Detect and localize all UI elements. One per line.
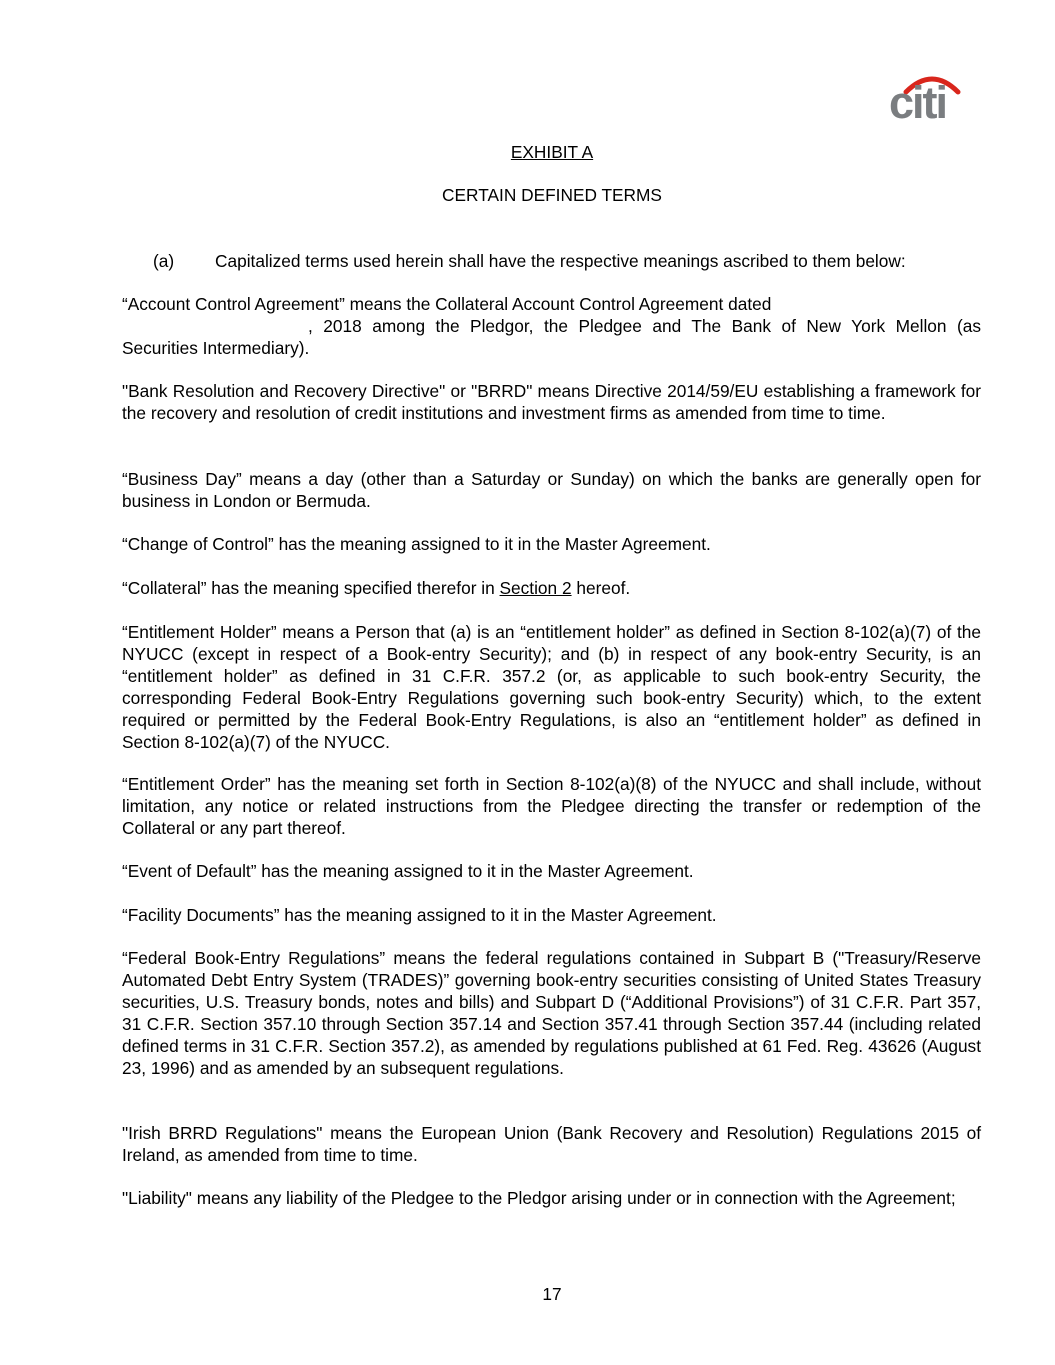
def-change-of-control: “Change of Control” has the meaning assigned to it in the Master Agreement. — [122, 534, 711, 554]
def-account-control-line3: Securities Intermediary). — [122, 338, 310, 358]
def-collateral-text: “Collateral” has the meaning specified therefor in — [122, 578, 500, 598]
document-subtitle: CERTAIN DEFINED TERMS — [442, 185, 662, 205]
section-2-reference: Section 2 — [499, 578, 572, 598]
def-collateral — [122, 577, 981, 599]
citi-logo — [886, 70, 962, 122]
intro-marker: (a) — [153, 251, 175, 271]
def-entitlement-holder: “Entitlement Holder” means a Person that (a) is an “entitlement holder” as defined in Section 8-102(a)(7) of the NYUCC (except in respect of a Book-entry Security); and (b) in respect of any book-entry Security, is an “entitlement holder” as defined in 31 C.F.R. 357.2 (or, as applicable to such book-entry Security, the corresponding Federal Book-Entry Regulations governing such book-entry Security) which, to the extent required or permitted by the Federal Book-Entry Regulations, is also an “entitlement holder” as defined in Section 8-102(a)(7) of the NYUCC. — [122, 622, 981, 752]
def-facility-documents: “Facility Documents” has the meaning assigned to it in the Master Agreement. — [122, 905, 717, 925]
def-irish-brrd-regulations: "Irish BRRD Regulations" means the European Union (Bank Recovery and Resolution) Regulations 2015 of Ireland, as amended from time to time. — [122, 1123, 981, 1165]
intro-text: Capitalized terms used herein shall have the respective meanings ascribed to them below: — [215, 251, 906, 271]
def-collateral-suffix: hereof. — [571, 578, 631, 598]
def-event-of-default: “Event of Default” has the meaning assigned to it in the Master Agreement. — [122, 861, 694, 881]
def-account-control-agreement — [122, 293, 981, 359]
page-number: 17 — [542, 1284, 562, 1304]
def-brrd: "Bank Resolution and Recovery Directive" or "BRRD" means Directive 2014/59/EU establishing a framework for the recovery and resolution of credit institutions and investment firms as amended from time to time. — [122, 381, 981, 423]
def-account-control-line2-wrap — [122, 315, 981, 337]
def-business-day: “Business Day” means a day (other than a Saturday or Sunday) on which the banks are generally open for business in London or Bermuda. — [122, 469, 981, 511]
def-entitlement-order: “Entitlement Order” has the meaning set forth in Section 8-102(a)(8) of the NYUCC and shall include, without limitation, any notice or related instructions from the Pledgee directing the transfer or redemption of the Collateral or any part thereof. — [122, 774, 981, 838]
citi-logo-text: citi — [889, 77, 947, 122]
def-account-control-line1: “Account Control Agreement” means the Collateral Account Control Agreement dated — [122, 294, 772, 314]
def-federal-book-entry-regulations: “Federal Book-Entry Regulations” means the federal regulations contained in Subpart B ("Treasury/Reserve Automated Debt Entry System (TRADES)” governing book-entry securities consisting of United States Treasury securities, U.S. Treasury bonds, notes and bills) and Subpart D (“Additional Provisions”) of 31 C.F.R. Part 357, 31 C.F.R. Section 357.10 through Section 357.14 and Section 357.41 through Section 357.44 (including related defined terms in 31 C.F.R. Section 357.2), as amended by regulations published at 61 Fed. Reg. 43626 (August 23, 1996) and as amended by an subsequent regulations. — [122, 948, 981, 1078]
def-liability: "Liability" means any liability of the Pledgee to the Pledgor arising under or in connection with the Agreement; — [122, 1188, 956, 1208]
def-account-control-line2: , 2018 among the Pledgor, the Pledgee and The Bank of New York Mellon (as — [308, 316, 981, 336]
exhibit-title: EXHIBIT A — [510, 142, 594, 162]
intro-paragraph — [153, 250, 993, 272]
